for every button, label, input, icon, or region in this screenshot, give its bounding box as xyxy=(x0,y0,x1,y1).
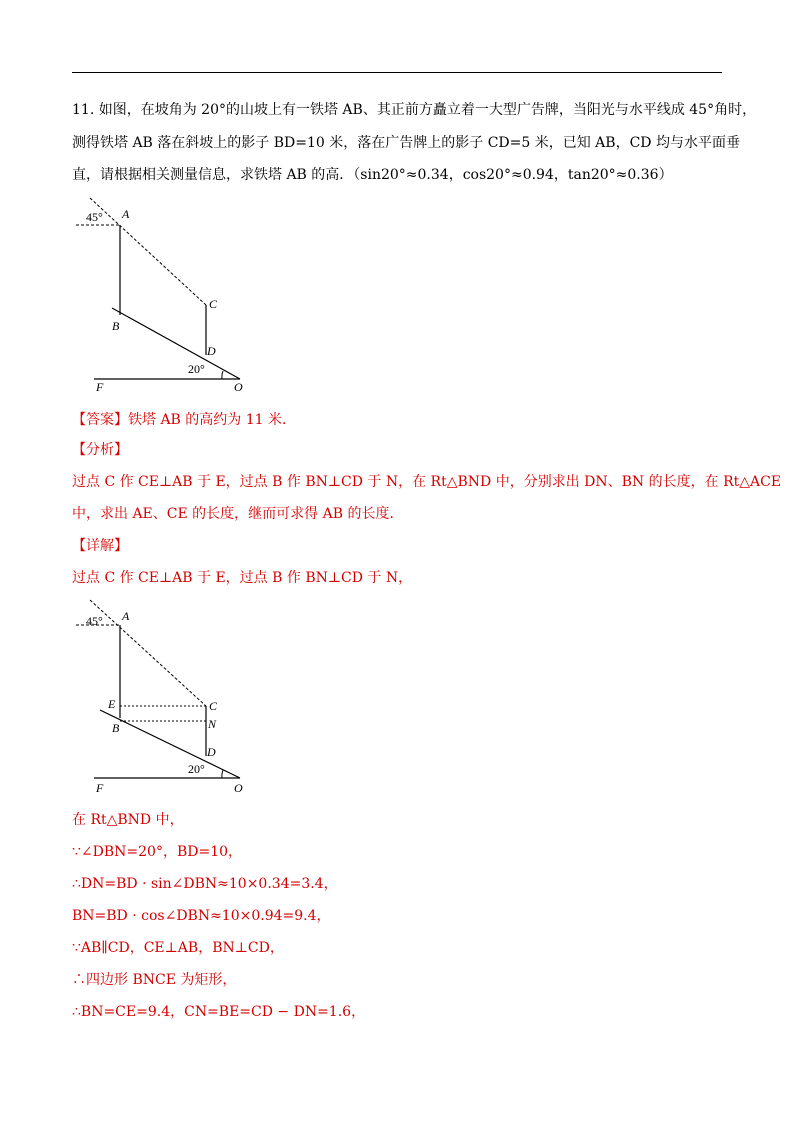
fig1-sun-ray xyxy=(90,198,206,305)
answer-line: 【答案】铁塔 AB 的高约为 11 米． xyxy=(72,412,297,428)
fig1-label-o: O xyxy=(234,380,243,394)
fig1-angle-arc xyxy=(222,371,223,379)
analysis-line-1: 过点 C 作 CE⊥AB 于 E，过点 B 作 BN⊥CD 于 N，在 Rt△BND 中，分别求出 DN、BN 的长度，在 Rt△ACE xyxy=(72,474,782,490)
fig1-label-f: F xyxy=(96,380,104,394)
detail-step-7: ∴BN=CE=9.4，CN=BE=CD − DN=1.6， xyxy=(72,1004,366,1020)
fig1-slope xyxy=(112,308,240,379)
fig2-label-n: N xyxy=(208,717,217,731)
detail-intro: 过点 C 作 CE⊥AB 于 E，过点 B 作 BN⊥CD 于 N， xyxy=(72,570,413,586)
fig2-angle-45: 45° xyxy=(86,614,103,628)
fig2-label-a: A xyxy=(122,609,130,623)
fig2-label-o: O xyxy=(234,781,243,795)
fig1-label-d: D xyxy=(207,344,216,358)
fig2-sun-ray xyxy=(90,600,206,706)
analysis-heading: 【分析】 xyxy=(72,442,128,458)
fig2-slope xyxy=(100,710,240,778)
figure-1-diagram xyxy=(72,195,262,395)
fig1-angle-45: 45° xyxy=(86,210,103,224)
detail-step-3: ∴DN=BD · sin∠DBN≈10×0.34=3.4， xyxy=(72,876,338,892)
figure-2-diagram xyxy=(72,598,262,798)
detail-step-6: ∴四边形 BNCE 为矩形， xyxy=(72,972,237,988)
detail-step-2: ∵∠DBN=20°，BD=10， xyxy=(72,844,243,860)
fig1-label-c: C xyxy=(209,297,218,311)
detail-step-1: 在 Rt△BND 中， xyxy=(72,812,184,828)
fig2-angle-20: 20° xyxy=(188,762,205,776)
fig2-label-e: E xyxy=(108,697,116,711)
fig2-label-d: D xyxy=(207,745,216,759)
header-rule xyxy=(72,72,722,73)
fig1-angle-20: 20° xyxy=(188,362,205,376)
fig1-label-a: A xyxy=(122,207,130,221)
fig2-label-c: C xyxy=(209,699,218,713)
problem-line-3: 直，请根据相关测量信息，求铁塔 AB 的高．（sin20°≈0.34，cos20°≈0.94，tan20°≈0.36） xyxy=(72,167,673,183)
fig2-label-f: F xyxy=(96,781,104,795)
problem-line-2: 测得铁塔 AB 落在斜坡上的影子 BD=10 米，落在广告牌上的影子 CD=5 米，已知 AB，CD 均与水平面垂 xyxy=(72,135,740,151)
fig1-label-b: B xyxy=(112,319,120,333)
detail-step-4: BN=BD · cos∠DBN≈10×0.94=9.4， xyxy=(72,908,331,924)
fig2-label-b: B xyxy=(112,721,120,735)
detail-heading: 【详解】 xyxy=(72,538,128,554)
fig2-angle-arc xyxy=(222,770,223,778)
detail-step-5: ∵AB∥CD，CE⊥AB，BN⊥CD， xyxy=(72,940,284,956)
problem-line-1: 11. 如图，在坡角为 20°的山坡上有一铁塔 AB、其正前方矗立着一大型广告牌，当阳光与水平线成 45°角时， xyxy=(72,102,757,118)
analysis-line-2: 中，求出 AE、CE 的长度，继而可求得 AB 的长度． xyxy=(72,506,404,522)
